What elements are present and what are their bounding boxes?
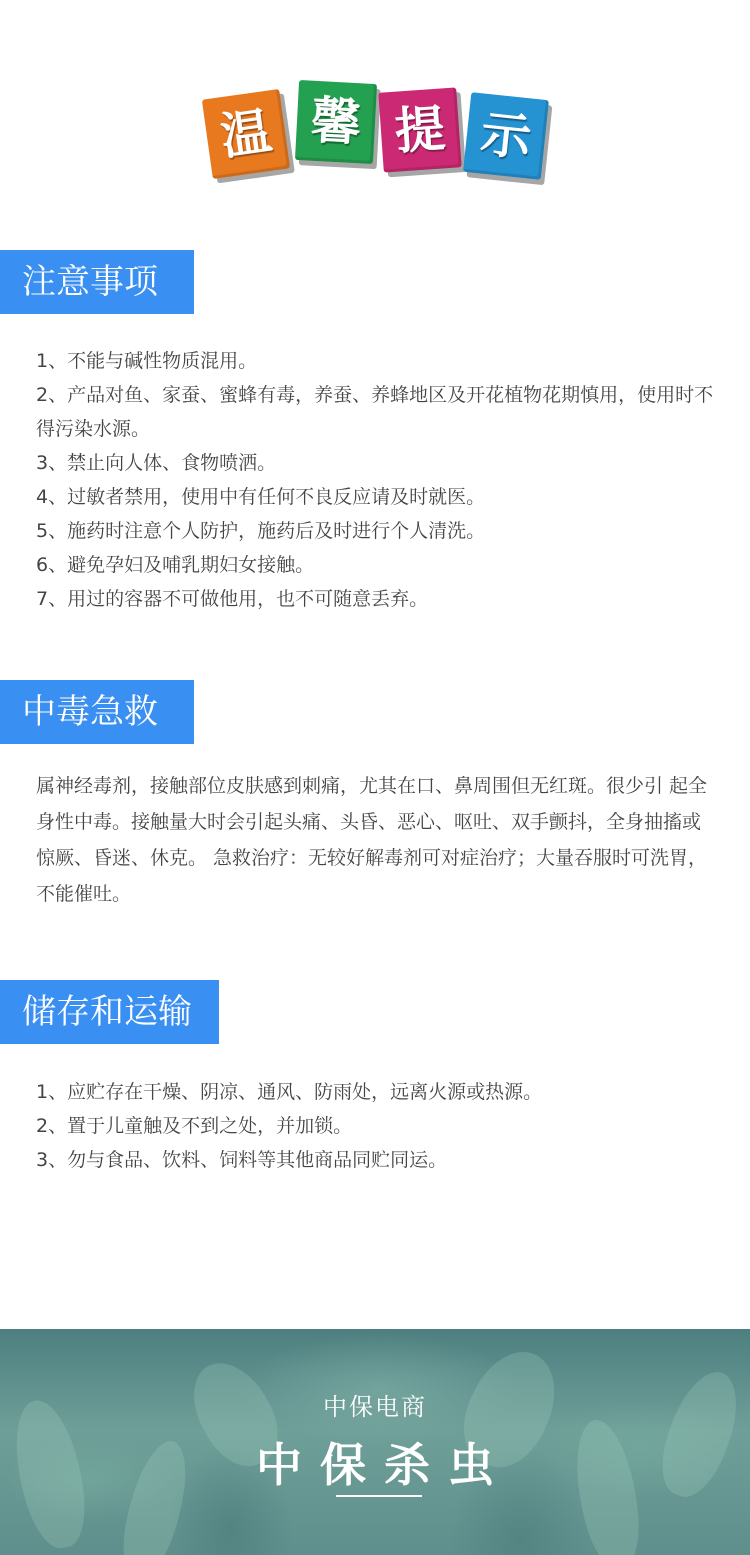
first-aid-header: 中毒急救	[0, 680, 194, 744]
warm-tips-tile-2: 馨	[295, 80, 377, 164]
precautions-header: 注意事项	[0, 250, 194, 314]
list-item: 5、施药时注意个人防护，施药后及时进行个人清洗。	[36, 520, 486, 542]
list-item: 3、禁止向人体、食物喷洒。	[36, 452, 277, 474]
list-item: 2、置于儿童触及不到之处，并加锁。	[36, 1115, 353, 1137]
list-item: 1、不能与碱性物质混用。	[36, 350, 258, 372]
footer-divider	[336, 1495, 422, 1497]
list-item: 4、过敏者禁用，使用中有任何不良反应请及时就医。	[36, 486, 486, 508]
list-item: 7、用过的容器不可做他用，也不可随意丢弃。	[36, 588, 429, 610]
warm-tips-banner	[205, 78, 555, 183]
list-item: 1、应贮存在干燥、阴凉、通风、防雨处，远离火源或热源。	[36, 1081, 543, 1103]
list-item: 2、产品对鱼、家蚕、蜜蜂有毒，养蚕、养蜂地区及开花植物花期慎用，使用时不得污染水源。	[36, 384, 714, 440]
storage-header: 储存和运输	[0, 980, 219, 1044]
first-aid-text: 属神经毒剂，接触部位皮肤感到刺痛，尤其在口、鼻周围但无红斑。很少引 起全身性中毒。接触量大时会引起头痛、头昏、恶心、呕吐、双手颤抖，全身抽搐或惊厥、昏迷、休克。 急救治疗：无较好解毒剂可对症治疗；大量吞服时可洗胃，不能催吐。	[36, 775, 708, 905]
warm-tips-tile-4: 示	[463, 92, 549, 180]
footer-subtitle: 中保电商	[323, 1393, 427, 1421]
footer-banner	[0, 1329, 750, 1555]
footer-title: 中保杀虫	[256, 1438, 512, 1492]
warm-tips-tile-1: 温	[202, 89, 290, 179]
warm-tips-tile-3: 提	[378, 87, 461, 172]
list-item: 3、勿与食品、饮料、饲料等其他商品同贮同运。	[36, 1149, 448, 1171]
list-item: 6、避免孕妇及哺乳期妇女接触。	[36, 554, 315, 576]
precautions-list	[36, 344, 726, 616]
storage-list	[36, 1075, 726, 1177]
